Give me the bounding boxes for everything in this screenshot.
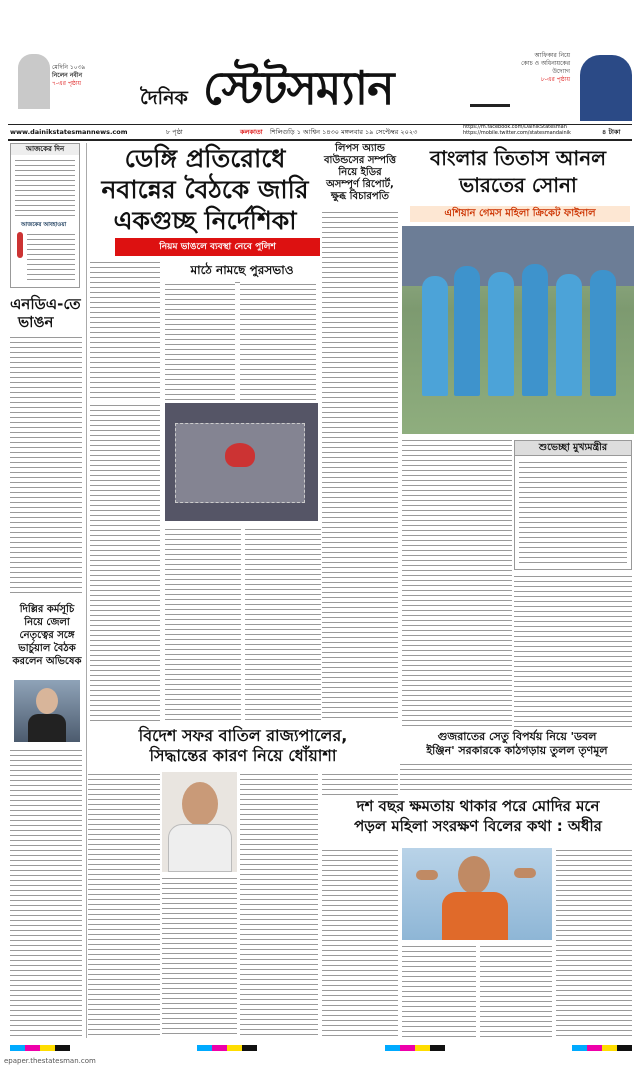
weather-lines — [27, 232, 75, 282]
right-headline — [402, 145, 634, 199]
today-lines — [15, 158, 75, 218]
edition-city: কলকাতা — [240, 128, 263, 136]
right-note-line: কোচ ও অধিনায়কের — [521, 60, 570, 67]
social-links — [463, 124, 571, 136]
mid-head-line: লিপস অ্যান্ড — [335, 143, 385, 154]
left-note-line: ৭-এর পৃষ্ঠায় — [52, 80, 82, 87]
main-head-line: নবান্নের বৈঠকে জারি — [101, 175, 309, 204]
cricket-team-photo — [402, 226, 634, 434]
main-head-line: একগুচ্ছ নির্দেশিকা — [113, 206, 297, 235]
right-head-line: ভারতের সোনা — [459, 173, 577, 197]
bridge-head-line: ইঞ্জিন' সরকারকে কাঠগড়ায় তুলল তৃণমূল — [426, 744, 608, 757]
right-body-col1 — [402, 438, 512, 728]
dengue-photo — [165, 403, 318, 521]
right-subhead: এশিয়ান গেমস মহিলা ক্রিকেট ফাইনাল — [410, 206, 630, 222]
brand-underline — [470, 104, 510, 107]
thermometer-icon — [17, 232, 23, 258]
abhishek-head-line: করলেন অভিষেক — [12, 656, 82, 667]
right-note-line: আফিকার নিয়ে — [534, 52, 570, 59]
top-rule-2 — [8, 139, 632, 141]
footer-url[interactable]: epaper.thestatesman.com — [4, 1057, 96, 1065]
governor-body-col2 — [162, 876, 237, 1038]
right-note-line: ৮-এর পৃষ্ঠায় — [540, 76, 570, 83]
abhishek-headline — [10, 603, 84, 668]
main-body-col3 — [240, 282, 316, 400]
brand-main: স্টেটসম্যান — [203, 61, 394, 115]
right-head-line: বাংলার তিতাস আনল — [429, 146, 607, 170]
main-body-col2 — [165, 282, 235, 400]
abhishek-head-line: ভার্চুয়াল বৈঠক — [18, 643, 76, 654]
bridge-headline — [400, 730, 634, 758]
adhir-body-col3 — [480, 944, 552, 1038]
abhishek-photo — [14, 680, 80, 742]
brand-small: দৈনিক — [140, 87, 188, 109]
adhir-photo — [402, 848, 552, 940]
main-headline — [90, 143, 320, 236]
adhir-head-line: দশ বছর ক্ষমতায় থাকার পরে মোদির মনে — [356, 797, 600, 815]
main-body-col2b — [165, 527, 241, 723]
governor-body-col3 — [240, 772, 318, 1038]
governor-body-col1 — [88, 772, 160, 1038]
left-note-line: মেদিনি ১০৩৯ — [52, 64, 86, 71]
twitter-link[interactable]: https://mobile.twitter.com/statesmandainik — [463, 130, 571, 136]
adhir-head-line: পড়ল মহিলা সংরক্ষণ বিলের কথা : অধীর — [354, 817, 602, 835]
mid-head-line: বাউন্ডসের সম্পত্তি — [323, 155, 397, 166]
cm-wish-box — [514, 440, 632, 570]
bridge-head-line: গুজরাতের সেতু বিপর্যয় নিয়ে 'ডবল — [437, 730, 597, 743]
governor-head-line: সিদ্ধান্তের কারণ নিয়ে ধোঁয়াশা — [149, 746, 337, 765]
abhishek-body — [10, 748, 82, 1038]
masthead-left-note — [52, 64, 112, 88]
chief-minister-photo — [18, 54, 50, 109]
date-line: শিলিগুড়ি ১ আশ্বিন ১৪৩০ মঙ্গলবার ১৯ সেপ্টেম্বর ২০২৩ — [270, 128, 418, 136]
abhishek-head-line: নিয়ে জেলা — [24, 617, 70, 628]
masthead — [0, 0, 640, 125]
governor-head-line: বিদেশ সফর বাতিল রাজ্যপালের, — [138, 726, 348, 745]
left-note-line: নিলেন নবীন — [52, 72, 83, 79]
right-body-col2 — [514, 574, 632, 727]
mid-head-line: নিয়ে ইডির — [338, 167, 382, 178]
mid-head-line: অসম্পূর্ণ রিপোর্ট, — [326, 179, 394, 190]
abhishek-head-line: নেতৃত্বের সঙ্গে — [19, 630, 75, 641]
color-registration-strip — [10, 1044, 632, 1052]
weather-title: আজকের আবহাওয়া — [21, 222, 67, 228]
mid-col-headline — [322, 143, 398, 203]
abhishek-head-line: দিল্লির কর্মসূচি — [19, 604, 75, 615]
main-body-col1b — [90, 403, 160, 723]
main-body-col3b — [245, 527, 321, 723]
governor-headline — [88, 726, 398, 766]
info-bar — [8, 126, 632, 138]
column-rule — [86, 143, 87, 1038]
mid-col-body — [322, 210, 398, 720]
facebook-link[interactable]: https://m.facebook.com/DainikStatesman — [463, 124, 567, 130]
cm-wish-head: শুভেচ্ছা মুখ্যমন্ত্রীর — [515, 441, 631, 456]
sub-headline: মাঠে নামছে পুরসভাও — [172, 262, 312, 283]
red-banner: নিয়ম ভাঙলে ব্যবস্থা নেবে পুলিশ — [115, 238, 320, 256]
governor-photo — [162, 772, 237, 872]
page-count: ৮ পৃষ্ঠা — [166, 128, 183, 136]
right-note-line: উদ্যোগ — [552, 68, 570, 75]
website-link[interactable]: www.dainikstatesmannews.com — [10, 128, 128, 136]
main-head-line: ডেঙ্গি প্রতিরোধে — [124, 144, 286, 173]
today-box — [10, 143, 80, 288]
masthead-right-note — [490, 52, 570, 84]
price: ৪ টাকা — [602, 128, 621, 136]
mid-head-line: ক্ষুব্ধ বিচারপতি — [330, 191, 390, 202]
today-title: আজকের দিন — [11, 144, 79, 155]
cricketer-photo — [580, 55, 632, 121]
nda-head-line: ভাঙন — [18, 313, 54, 331]
nda-headline — [10, 295, 82, 331]
cm-wish-body — [519, 460, 627, 565]
adhir-headline — [322, 796, 634, 844]
adhir-body-col2 — [402, 944, 476, 1038]
adhir-body-col1 — [322, 848, 398, 1038]
nda-head-line: এনডিএ-তে — [10, 295, 81, 313]
main-body-col1 — [90, 260, 160, 400]
bridge-body — [400, 762, 632, 792]
nda-body — [10, 335, 82, 595]
adhir-body-col4 — [556, 848, 632, 1038]
